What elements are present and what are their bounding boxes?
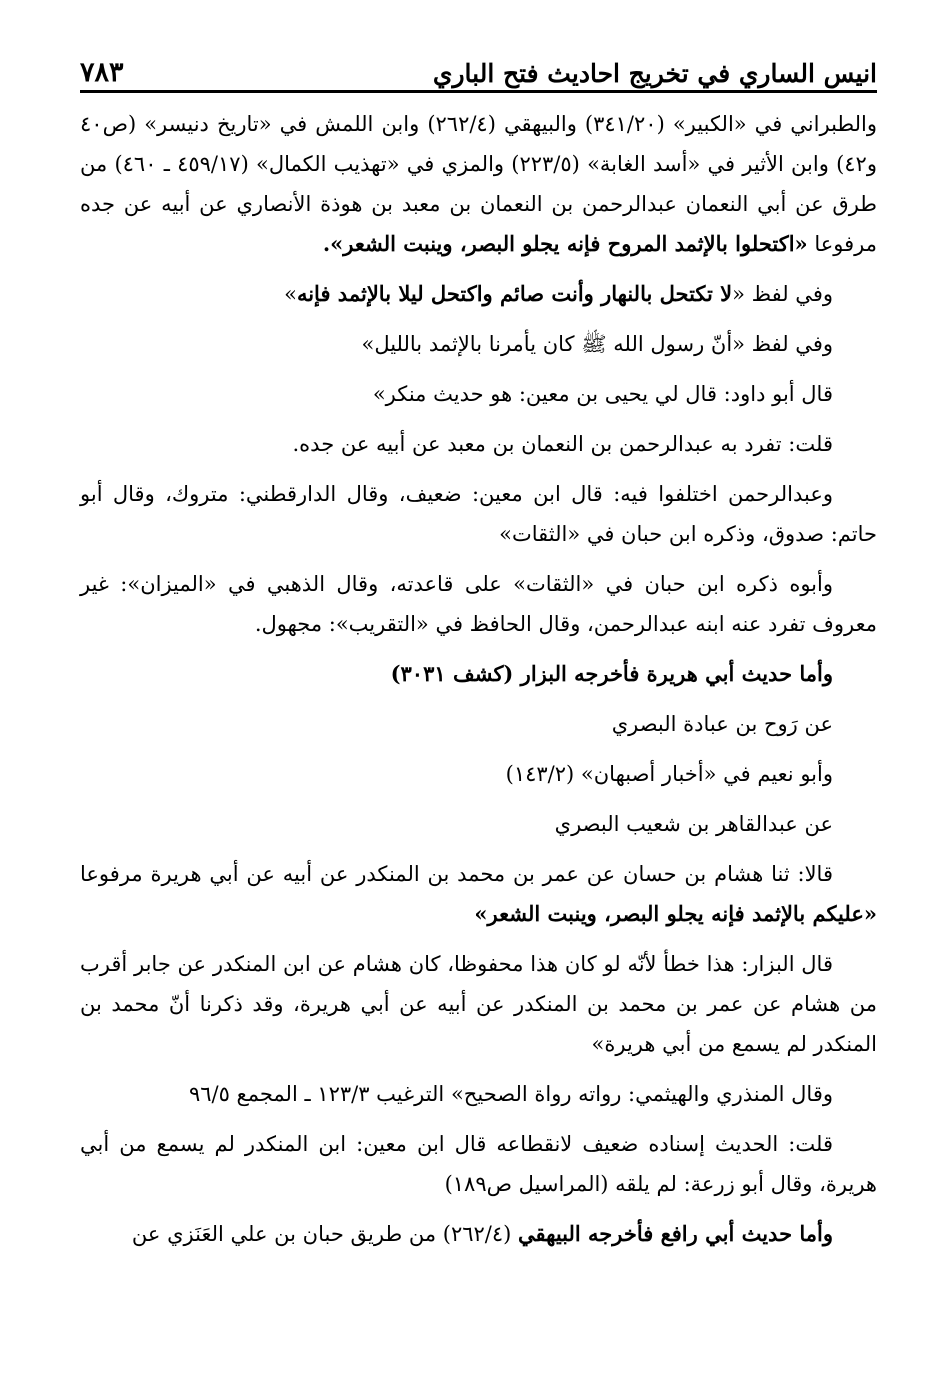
text-segment: وفي لفظ «أنّ رسول الله ﷺ كان يأمرنا بالإثمد بالليل» (361, 332, 833, 356)
paragraph (80, 474, 877, 554)
running-title: انيس الساري في تخريج احاديث فتح الباري (432, 59, 877, 88)
paragraph (80, 804, 877, 844)
text-segment: قلت: الحديث إسناده ضعيف لانقطاعه قال ابن معين: ابن المنكدر لم يسمع من أبي هريرة، وقال أبو زرعة: لم يلقه (المراسيل ص١٨٩) (80, 1132, 877, 1196)
paragraph (80, 274, 877, 314)
paragraph (80, 654, 877, 694)
text-segment: وأبوه ذكره ابن حبان في «الثقات» على قاعدته، وقال الذهبي في «الميزان»: غير معروف تفرد عنه ابنه عبدالرحمن، وقال الحافظ في «التقريب»: مجهول. (80, 572, 877, 636)
page-body (80, 104, 877, 1264)
text-segment: عن رَوح بن عبادة البصري (611, 712, 833, 736)
bold-text-segment: «اكتحلوا بالإثمد المروح فإنه يجلو البصر، وينبت الشعر». (322, 231, 808, 256)
paragraph (80, 374, 877, 414)
bold-text-segment: وأما حديث أبي رافع فأخرجه البيهقي (518, 1221, 833, 1246)
paragraph (80, 424, 877, 464)
bold-text-segment: وأما حديث أبي هريرة فأخرجه البزار (كشف ٣٠٣١) (390, 661, 833, 686)
text-segment: والطبراني في «الكبير» (٣٤١/٢٠) والبيهقي (٢٦٢/٤) وابن اللمش في «تاريخ دنيسر» (ص٤٠ و٤٢) وابن الأثير في «أسد الغابة» (٢٢٣/٥) والمزي في «تهذيب الكمال» (٤٥٩/١٧ ـ ٤٦٠) من طرق عن أبي النعمان عبدالرحمن بن النعمان بن معبد بن هوذة الأنصاري عن أبيه عن جده مرفوعا (80, 112, 878, 256)
text-segment: وأبو نعيم في «أخبار أصبهان» (١٤٣/٢) (505, 762, 833, 786)
paragraph (80, 1214, 877, 1254)
header-rule (80, 90, 877, 93)
text-segment: وفي لفظ « (732, 282, 833, 306)
text-segment: قال البزار: هذا خطأ لأنّه لو كان هذا محفوظا، كان هشام عن ابن المنكدر عن جابر أقرب من هشام عن عمر بن محمد بن المنكدر عن أبيه عن أبي هريرة، وقد ذكرنا أنّ محمد بن المنكدر لم يسمع من أبي هريرة» (80, 952, 877, 1056)
paragraph (80, 704, 877, 744)
text-segment: عن عبدالقاهر بن شعيب البصري (554, 812, 833, 836)
paragraph (80, 104, 877, 264)
bold-text-segment: لا تكتحل بالنهار وأنت صائم واكتحل ليلا بالإثمد فإنه (296, 281, 733, 306)
paragraph (80, 754, 877, 794)
text-segment: قال أبو داود: قال لي يحيى بن معين: هو حديث منكر» (372, 382, 833, 406)
paragraph (80, 944, 877, 1064)
paragraph (80, 1074, 877, 1114)
text-segment: وعبدالرحمن اختلفوا فيه: قال ابن معين: ضعيف، وقال الدارقطني: متروك، وقال أبو حاتم: صدوق، وذكره ابن حبان في «الثقات» (80, 482, 877, 546)
text-segment: وقال المنذري والهيثمي: رواته رواة الصحيح» الترغيب ١٢٣/٣ ـ المجمع ٩٦/٥ (188, 1082, 833, 1106)
bold-text-segment: «عليكم بالإثمد فإنه يجلو البصر، وينبت الشعر» (474, 901, 877, 926)
paragraph (80, 564, 877, 644)
paragraph (80, 324, 877, 364)
text-segment: قلت: تفرد به عبدالرحمن بن النعمان بن معبد عن أبيه عن جده. (292, 432, 833, 456)
text-segment: » (284, 282, 297, 306)
paragraph (80, 1124, 877, 1204)
paragraph (80, 854, 877, 934)
text-segment: قالا: ثنا هشام بن حسان عن عمر بن محمد بن المنكدر عن أبيه عن أبي هريرة مرفوعا (80, 862, 833, 886)
page-header (80, 44, 877, 88)
page-number: ٧٨٣ (80, 57, 124, 88)
text-segment: (٢٦٢/٤) من طريق حبان بن علي العَنَزي عن (131, 1222, 519, 1246)
